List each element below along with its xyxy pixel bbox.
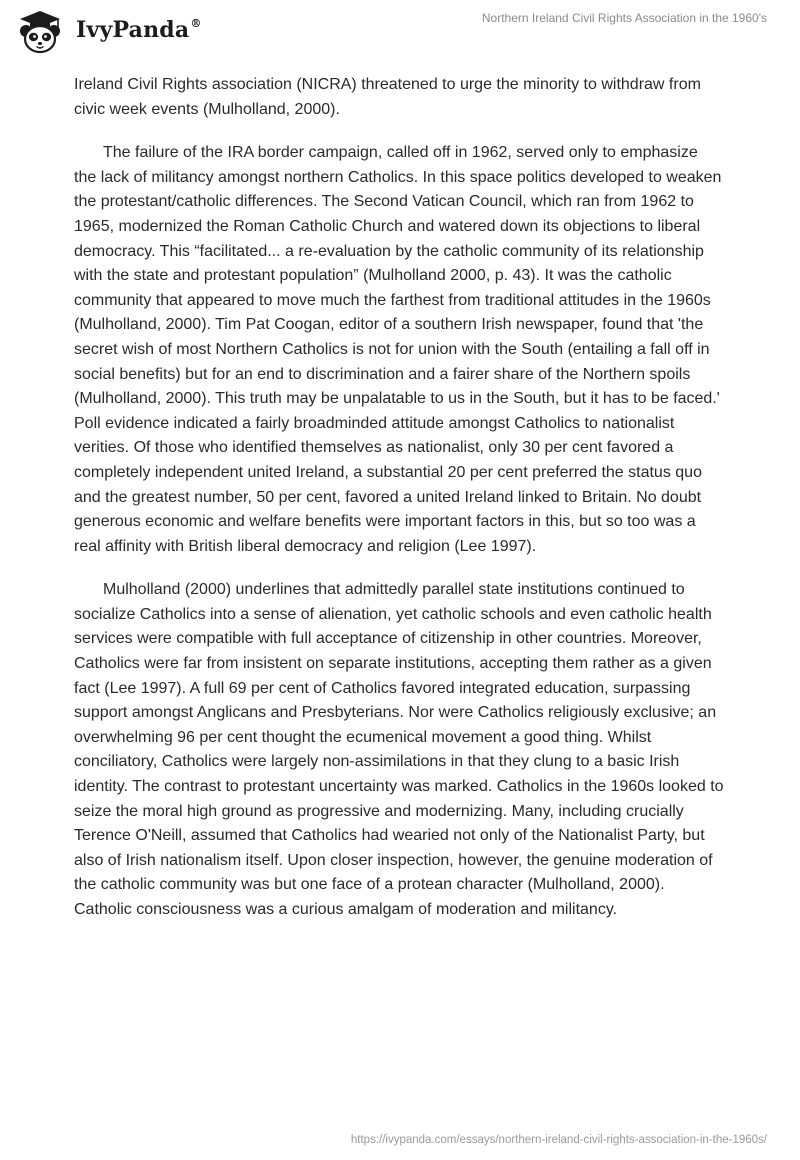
brand-name[interactable] [76,17,202,43]
essay-body [74,73,724,942]
paragraph: The failure of the IRA border campaign, called off in 1962, served only to emphasize the lack of militancy amongst northern Catholics. In this space politics developed to weaken the protestant/catholic differences. The Second Vatican Council, which ran from 1962 to 1965, modernized the Roman Catholic Church and watered down its objections to liberal democracy. This “facilitated... a re-evaluation by the catholic community of its relationship with the state and protestant population” (Mulholland 2000, p. 43). It was the catholic community that appeared to move much the farthest from traditional attitudes in the 1960s (Mulholland, 2000). Tim Pat Coogan, editor of a southern Irish newspaper, found that 'the secret wish of most Northern Catholics is not for union with the South (entailing a fall off in social benefits) but for an end to discrimination and a fairer share of the Northern spoils (Mulholland, 2000). This truth may be unpalatable to us in the South, but it has to be faced.' Poll evidence indicated a fairly broadminded attitude amongst Catholics to nationalist verities. Of those who identified themselves as nationalist, only 30 per cent favored a completely independent united Ireland, a substantial 20 per cent preferred the status quo and the greatest number, 50 per cent, favored a united Ireland linked to Britain. No doubt generous economic and welfare benefits were important factors in this, but so too was a real affinity with British liberal democracy and religion (Lee 1997). [74,144,722,555]
paragraph-continued: Ireland Civil Rights association (NICRA) threatened to urge the minority to withdraw from civic week events (Mulholland, 2000). [74,76,701,118]
page-header [0,0,800,64]
registered-mark: ® [190,16,202,30]
source-url[interactable]: https://ivypanda.com/essays/northern-ireland-civil-rights-association-in-the-1960s/ [350,1134,767,1146]
document-title: Northern Ireland Civil Rights Association in the 1960's [481,11,767,25]
ivypanda-logo-icon[interactable] [14,9,66,55]
paragraph: Mulholland (2000) underlines that admittedly parallel state institutions continued to socialize Catholics into a sense of alienation, yet catholic schools and even catholic health services were compatible with full acceptance of citizenship in other countries. Moreover, Catholics were far from insistent on separate institutions, accepting them rather as a given fact (Lee 1997). A full 69 per cent of Catholics favored integrated education, surpassing support amongst Anglicans and Presbyterians. Nor were Catholics religiously exclusive; an overwhelming 96 per cent thought the ecumenical movement a good thing. Whilst conciliatory, Catholics were largely non-assimilations in that they clung to a basic Irish identity. The contrast to protestant uncertainty was marked. Catholics in the 1960s looked to seize the moral high ground as progressive and modernizing. Many, including crucially Terence O'Neill, assumed that Catholics had wearied not only of the Nationalist Party, but also of Irish nationalism itself. Upon closer inspection, however, the genuine moderation of the catholic community was but one face of a protean character (Mulholland, 2000). Catholic consciousness was a curious amalgam of moderation and militancy. [74,581,724,918]
brand-name-text: IvyPanda [76,17,190,43]
